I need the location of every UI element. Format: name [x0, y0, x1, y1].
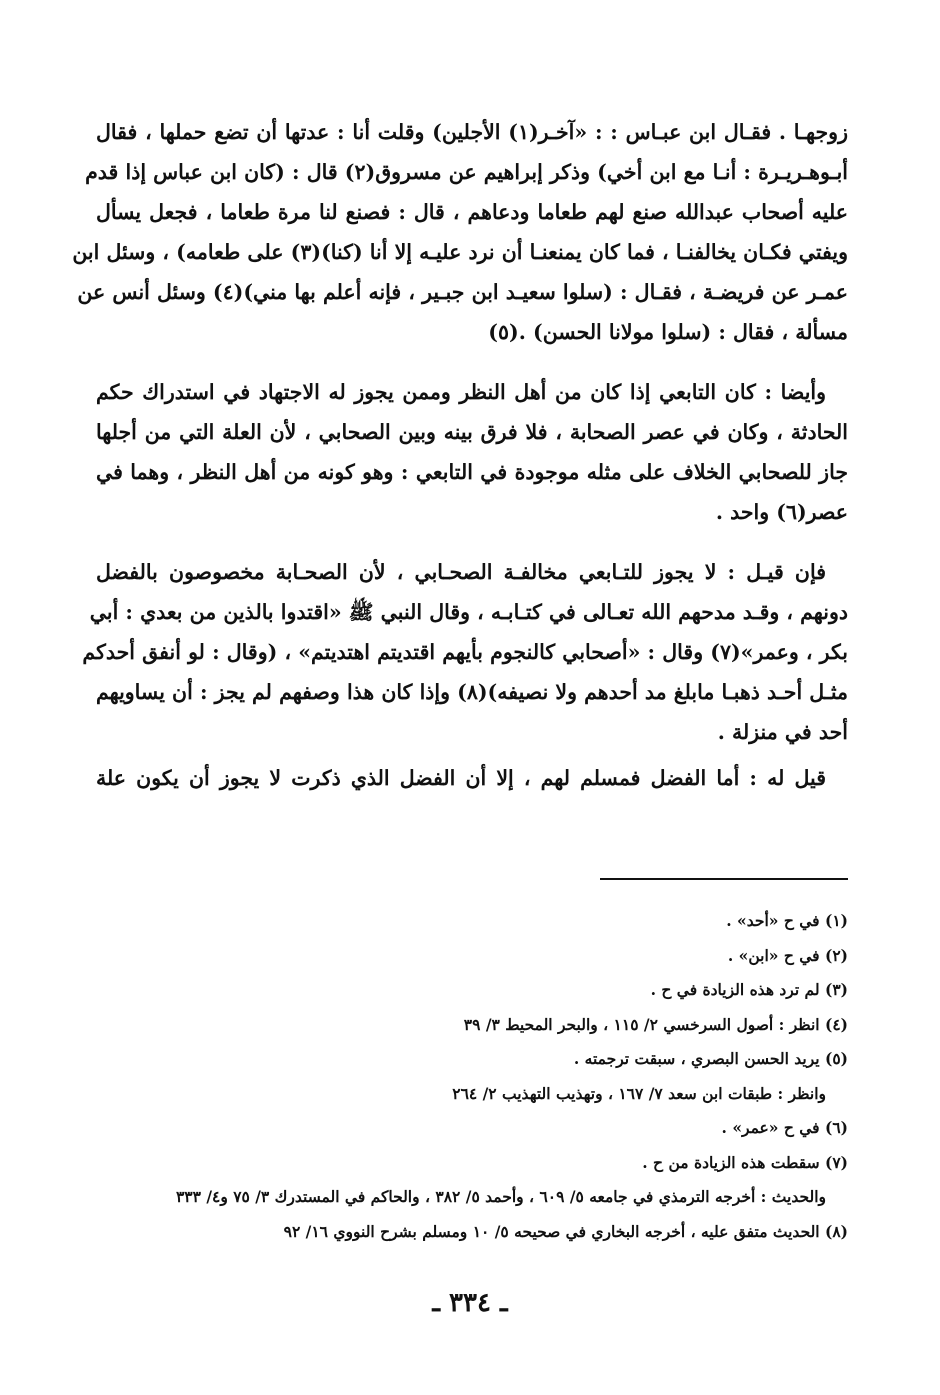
paragraph-3	[82, 552, 848, 752]
text-line: وأيضا : كان التابعي إذا كان من أهل النظر وممن يجوز له الاجتهاد في استدراك حكم	[96, 380, 826, 404]
paragraph-4	[96, 758, 848, 798]
main-text	[72, 112, 848, 798]
text-line: عمـر عن فريضـة ، فقـال : (سلوا سعيـد ابن جبـير ، فإنه أعلم بها مني)(٤) وسئل أنس عن	[77, 280, 848, 304]
text-line: أبـوهـريـرة : أنـا مع ابن أخي) وذكر إبراهيم عن مسروق(٢) قال : (كان ابن عباس إذا قدم	[85, 160, 848, 184]
footnote: (٤) انظر : أصول السرخسي ٢/ ١١٥ ، والبحر المحيط ٣/ ٣٩	[463, 1014, 848, 1034]
footnote: (٥) يريد الحسن البصري ، سبقت ترجمته .	[573, 1049, 848, 1068]
text-line: الحادثة ، وكان في عصر الصحابة ، فلا فرق بينه وبين الصحابي ، لأن العلة التي من أجلها	[96, 420, 848, 444]
footnote: (٨) الحديث متفق عليه ، أخرجه البخاري في صحيحه ٥/ ١٠ ومسلم بشرح النووي ١٦/ ٩٢	[283, 1221, 848, 1241]
footnote: (٣) لم ترد هذه الزيادة في ح .	[650, 980, 848, 999]
footnote: (١) في ح «أحد» .	[726, 911, 848, 930]
text-line: جاز للصحابي الخلاف على مثله موجودة في التابعي : وهو كونه من أهل النظر ، وهما في	[96, 460, 848, 484]
text-line: ويفتي فكـان يخالفنـا ، فما كان يمنعنـا أن نرد عليـه إلا أنا (كنا)(٣) على طعامه) ، وسئل ابن	[72, 240, 848, 264]
footnote-separator	[600, 878, 848, 880]
footnote-continuation: والحديث : أخرجه الترمذي في جامعه ٥/ ٦٠٩ ، وأحمد ٥/ ٣٨٢ ، والحاكم في المستدرك ٣/ ٧٥ و٤/ ٣٣٣	[175, 1187, 826, 1206]
footnote: (٦) في ح «عمر» .	[721, 1118, 848, 1137]
text-line: عليه أصحاب عبدالله صنع لهم طعاما ودعاهم ، قال : فصنع لنا مرة طعاما ، فجعل يسأل	[96, 200, 848, 224]
paragraph-1	[72, 112, 848, 352]
text-line: مسألة ، فقال : (سلوا مولانا الحسن) .(٥)	[488, 320, 848, 344]
footnote-continuation: وانظر : طبقات ابن سعد ٧/ ١٦٧ ، وتهذيب التهذيب ٢/ ٢٦٤	[452, 1083, 826, 1103]
footnote: (٢) في ح «ابن» .	[727, 945, 848, 965]
paragraph-2	[96, 372, 848, 532]
footnote: (٧) سقطت هذه الزيادة من ح .	[642, 1152, 848, 1172]
text-line: دونهم ، وقـد مدحهم الله تعـالى في كتـابـه ، وقال النبي ﷺ «اقتدوا بالذين من بعدي : أبي	[89, 600, 848, 624]
text-line: عصر(٦) واحد .	[715, 500, 848, 524]
footnotes	[96, 904, 848, 1249]
page-number: ـ ٣٣٤ ـ	[432, 1288, 508, 1318]
text-line: مثـل أحـد ذهبـا مابلغ مد أحدهم ولا نصيفه)(٨) وإذا كان هذا وصفهم لم يجز : أن يساويهم	[95, 680, 848, 704]
text-line: قيل له : أما الفضل فمسلم لهم ، إلا أن الفضل الذي ذكرت لا يجوز أن يكون علة	[96, 766, 826, 790]
text-line: فإن قيـل : لا يجوز للتـابعي مخالفـة الصحـابي ، لأن الصحـابة مخصوصون بالفضل	[96, 560, 826, 584]
text-line: بكر ، وعمر»(٧) وقال : «أصحابي كالنجوم بأيهم اقتديتم اهتديتم» ، (وقال : لو أنفق أحدكم	[82, 640, 848, 664]
text-line: أحد في منزلة .	[717, 720, 848, 744]
text-line: زوجهـا . فقـال ابن عبـاس : : «آخـر(١) الأجلين) وقلت أنا : عدتها أن تضع حملها ، فقال	[96, 120, 848, 144]
